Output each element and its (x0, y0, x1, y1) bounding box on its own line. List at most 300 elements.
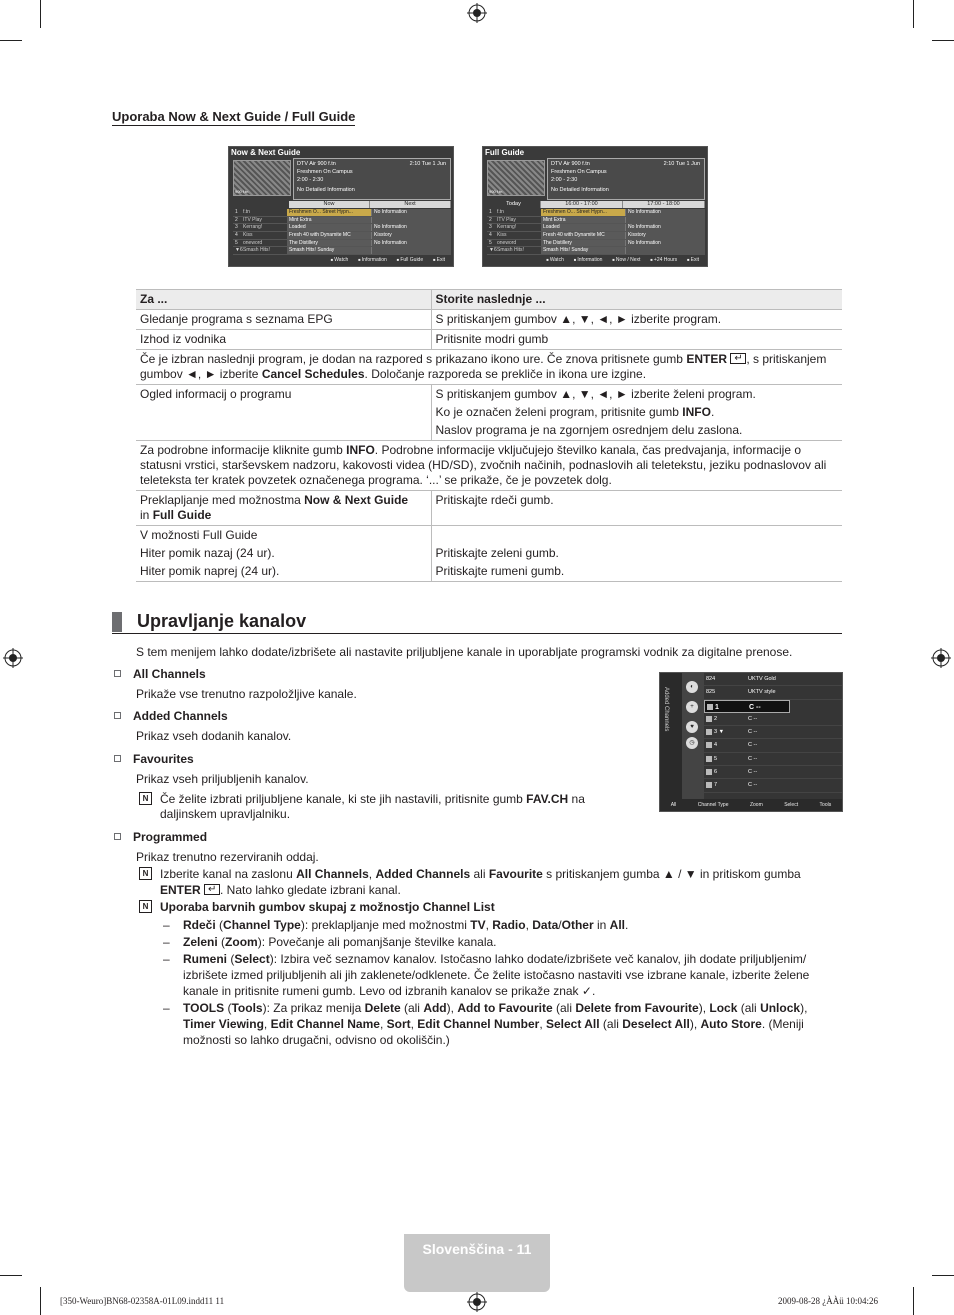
key: Lock (709, 1001, 738, 1015)
info-programme-time: 2:00 - 2:30 (297, 177, 324, 183)
channel-list-screenshot (659, 672, 843, 812)
row-channel: oneword (243, 239, 263, 246)
text: , (485, 918, 493, 932)
row-channel: ITV Play (243, 216, 262, 223)
table-cell (136, 491, 431, 526)
row-now: Loaded (287, 224, 371, 231)
chapter-title: Upravljanje kanalov (137, 611, 307, 631)
key: Edit Channel Number (417, 1017, 540, 1031)
guide-row[interactable] (487, 217, 705, 225)
channel-number: 3 ▼ (714, 729, 725, 736)
text: (ali (552, 1001, 576, 1015)
channel-row[interactable] (704, 686, 842, 699)
guide-row[interactable] (487, 224, 705, 232)
item-title: Programmed (133, 830, 208, 844)
text: Pritiskajte rumeni gumb. (435, 564, 565, 578)
table-header-right: Storite naslednje ... (431, 290, 842, 310)
text (436, 405, 839, 420)
text: , (539, 1017, 546, 1031)
info-key-label: INFO (682, 405, 711, 419)
channel-name: UKTV Gold (748, 676, 776, 682)
checkbox-icon (706, 729, 712, 735)
favourites-item (114, 752, 194, 767)
item-desc: Prikaz trenutno rezerviranih oddaj. (136, 850, 319, 864)
favourite-label: Favourite (488, 867, 543, 881)
channel-name: C -- (748, 782, 758, 789)
guide-title: Full Guide (485, 148, 525, 157)
note-icon: N (139, 867, 152, 880)
crop-mark (40, 1287, 41, 1315)
intro-text: S tem menijem lahko dodate/izbrišete ali nastavite priljubljene kanale in uporabljate programski vodnik za digitalne prenose. (136, 645, 793, 659)
channel-number: 5 (714, 755, 718, 762)
row-next (371, 247, 451, 254)
info-channel: DTV Air 900 f.tn (551, 161, 590, 167)
bullet-square-icon (114, 670, 121, 677)
channel-name: C -- (748, 755, 758, 762)
footer-channel-type[interactable]: Channel Type (697, 802, 729, 808)
text: . Podrobne informacije vključujejo številko kanala, čas predvajanja, informacije o statusni vrstici, starševskem nadzoru, kakovosti videa (HD/SD), zvočnih načinih, podnaslovih ali teletekstu, jeziku podnaslovov ali teleteksta ter kratek povzetek označenega programa. ‘...’ se prikaže, če je povzetek dolg. (140, 443, 827, 487)
crop-mark (40, 0, 41, 28)
channel-row[interactable] (704, 779, 842, 792)
guide-title: Now & Next Guide (231, 148, 301, 157)
guide-row[interactable] (487, 240, 705, 248)
channel-row[interactable] (704, 753, 842, 766)
text: Za podrobne informacije kliknite gumb (140, 443, 347, 457)
key: All (609, 918, 625, 932)
key: Other (561, 918, 594, 932)
checkbox-icon (706, 716, 712, 722)
key: Tools (231, 1001, 263, 1015)
text: in (140, 508, 153, 522)
footer-24-hours[interactable]: ■ +24 Hours (650, 255, 677, 264)
thumb-label: 900 f.tn (235, 189, 249, 194)
registration-mark-icon (467, 3, 487, 23)
epg-instructions-table (136, 289, 842, 582)
channel-row[interactable] (704, 673, 842, 686)
registration-mark-icon (3, 648, 23, 668)
key: Unlock (760, 1001, 801, 1015)
table-cell: S pritiskanjem gumbov ▲, ▼, ◄, ► izberite program. (431, 310, 842, 330)
table-row (136, 385, 842, 441)
full-guide-label: Full Guide (152, 508, 212, 522)
info-detail: No Detailed Information (297, 187, 355, 193)
fav-ch-label: FAV.CH (526, 792, 569, 806)
yellow-button-text (183, 951, 806, 967)
info-key-label: INFO (346, 443, 375, 457)
guide-rows (233, 209, 451, 255)
green-button-text (183, 934, 497, 950)
row-next: No Information (371, 224, 451, 231)
info-channel: DTV Air 900 f.tn (297, 161, 336, 167)
item-desc: Prikaz vseh priljubljenih kanalov. (136, 772, 309, 786)
key: Zeleni (183, 935, 218, 949)
table-cell: Pritisnite modri gumb (431, 330, 842, 350)
footer-full-guide[interactable]: ■ Full Guide (397, 255, 423, 264)
footer-tools[interactable]: Tools (819, 802, 832, 808)
row-channel: Smash Hits! (497, 247, 524, 254)
full-guide-screenshot (482, 146, 708, 267)
all-channels-icon[interactable]: ◐ (686, 681, 698, 693)
row-number: 3 (235, 224, 238, 231)
row-channel: Kerrang! (243, 224, 263, 231)
row-number: ▼6 (489, 247, 497, 254)
row-slot-2: No Information (625, 209, 705, 216)
text: Če želite izbrati priljubljene kanale, ki ste jih nastavili, pritisnite gumb (160, 792, 527, 806)
text: ): Izbira več seznamov kanalov. Istočasno lahko dodate/izbrišete več kanalov, jih dodate priljubljenim/ (269, 952, 807, 966)
table-cell (431, 385, 842, 441)
row-channel: f.tn (497, 209, 504, 215)
registration-mark-icon (467, 1292, 487, 1312)
row-now: The Distillery (287, 240, 371, 247)
row-slot-2: No Information (625, 224, 705, 231)
channel-type-icons (682, 673, 704, 799)
channel-name: C -- (748, 769, 758, 776)
table-row (136, 441, 842, 491)
row-channel: Kiss (497, 232, 507, 239)
info-programme-time: 2:00 - 2:30 (551, 177, 578, 183)
key: TV (470, 918, 486, 932)
text: ), (698, 1001, 710, 1015)
row-slot-1: The Distillery (541, 240, 625, 247)
guide-row[interactable] (233, 232, 451, 240)
enter-key-label: ENTER (686, 352, 727, 366)
guide-row[interactable] (233, 247, 451, 255)
table-cell: Pritiskajte rdeči gumb. (431, 491, 842, 526)
row-number: 2 (235, 216, 238, 223)
row-number: 1 (489, 209, 492, 215)
side-label: Added Channels (663, 687, 669, 732)
text: (ali (737, 1001, 761, 1015)
channel-number: 1 (715, 703, 719, 711)
text: , s pritiskanjem gumbov ◄, ► izberite (140, 352, 827, 381)
text: kanale in pritisnite rumeni gumb. Levo od izbranih kanalov se prikaže znak (183, 984, 579, 998)
channel-number: 4 (714, 742, 718, 749)
guide-column-header (289, 201, 451, 208)
guide-thumbnail (487, 160, 545, 196)
text: , (379, 1017, 387, 1031)
table-cell: Ogled informacij o programu (136, 385, 431, 441)
checkbox-icon (706, 742, 712, 748)
column-today: Today (487, 201, 541, 208)
spacer (436, 528, 839, 543)
dash-marker: – (163, 935, 170, 949)
text: ( (217, 935, 226, 949)
key: Timer Viewing (183, 1017, 264, 1031)
bullet-square-icon (114, 712, 121, 719)
guide-row[interactable] (233, 209, 451, 217)
info-programme: Freshmen On Campus (297, 169, 353, 175)
guide-footer (483, 255, 707, 264)
channel-list-footer (660, 799, 842, 811)
table-cell: Izhod iz vodnika (136, 330, 431, 350)
note-text: daljinskem upravljalniku. (160, 807, 291, 821)
guide-rows (487, 209, 705, 255)
footer-exit[interactable]: ■ Exit (687, 255, 699, 264)
info-time: 2:10 Tue 1 Jun (409, 161, 446, 167)
row-number: ▼6 (235, 247, 243, 254)
item-title: All Channels (133, 667, 206, 681)
key: Edit Channel Name (270, 1017, 380, 1031)
programmed-item (114, 830, 207, 845)
table-row (136, 350, 842, 385)
channel-rows (704, 673, 842, 793)
table-cell-wide (136, 441, 842, 491)
add-icon[interactable]: + (686, 701, 698, 713)
checkbox-icon (707, 704, 713, 710)
key: Rdeči (183, 918, 216, 932)
info-programme: Freshmen On Campus (551, 169, 607, 175)
row-number: 5 (489, 239, 492, 246)
info-time: 2:10 Tue 1 Jun (663, 161, 700, 167)
print-slug-right: 2009-08-28 ¿ÀÀü 10:04:26 (778, 1296, 878, 1306)
item-title: Favourites (133, 752, 194, 766)
footer-watch[interactable]: ■ Watch (546, 255, 564, 264)
tools-button-text: možnosti so lahko drugačni, odvisno od okoliščin.) (183, 1033, 450, 1047)
bullet-square-icon (114, 755, 121, 762)
row-now: Mint Extra (287, 217, 371, 224)
yellow-button-text (183, 983, 595, 999)
guide-row[interactable] (487, 209, 705, 217)
text: . Nato lahko gledate izbrani kanal. (220, 883, 401, 897)
note-text (160, 792, 585, 807)
row-number: 4 (489, 232, 492, 239)
row-now: Smash Hits! Sunday (287, 247, 371, 254)
footer-zoom[interactable]: Zoom (749, 802, 763, 808)
table-cell: Gledanje programa s seznama EPG (136, 310, 431, 330)
channel-row[interactable] (704, 713, 842, 726)
text: , (410, 1017, 418, 1031)
crop-mark (932, 40, 954, 41)
red-button-text (183, 917, 628, 933)
row-slot-1: Loaded (541, 224, 625, 231)
info-detail: No Detailed Information (551, 187, 609, 193)
text: ), (446, 1001, 458, 1015)
footer-now-next[interactable]: ■ Now / Next (612, 255, 640, 264)
channel-name: C -- (748, 729, 758, 736)
text: Ko je označen želeni program, pritisnite gumb (435, 405, 683, 419)
crop-mark (913, 1287, 914, 1315)
checkbox-icon (706, 782, 712, 788)
dash-marker: – (163, 1001, 170, 1015)
row-channel: Kerrang! (497, 224, 517, 231)
text: (ali (599, 1017, 623, 1031)
key: Zoom (225, 935, 258, 949)
text: in (593, 918, 610, 932)
guide-row[interactable] (233, 240, 451, 248)
key: Select (234, 952, 270, 966)
row-number: 4 (235, 232, 238, 239)
channel-number: 6 (714, 769, 718, 776)
item-title: Added Channels (133, 709, 228, 723)
guide-thumbnail (233, 160, 291, 196)
enter-key-label: ENTER (160, 883, 201, 897)
channel-number: 2 (714, 715, 718, 722)
tools-button-text (183, 1000, 807, 1016)
row-slot-2 (625, 217, 705, 224)
crop-mark (0, 1275, 22, 1276)
key: Channel Type (223, 918, 301, 932)
row-slot-2: Kisstory (625, 232, 705, 239)
note-icon: N (139, 792, 152, 805)
table-row (136, 526, 842, 582)
text: Pritiskajte zeleni gumb. (435, 546, 559, 560)
guide-row[interactable] (487, 247, 705, 255)
guide-row[interactable] (233, 217, 451, 225)
chapter-heading (112, 610, 842, 634)
text: ali (470, 867, 489, 881)
page-number: Slovenščina - 11 (422, 1241, 532, 1257)
channel-list-side (660, 673, 682, 799)
text: Naslov programa je na zgornjem osrednjem delu zaslona. (435, 423, 743, 437)
cancel-schedules-label: Cancel Schedules (261, 367, 365, 381)
print-slug-left: [350-Weuro]BN68-02358A-01L09.indd11 11 (60, 1296, 225, 1306)
text: . (Meniji (761, 1017, 804, 1031)
channel-row[interactable] (704, 766, 842, 779)
note-icon: N (139, 900, 152, 913)
note-text (160, 867, 801, 882)
table-header-left: Za ... (136, 290, 431, 310)
text: ): preklapljanje med možnostmi (300, 918, 471, 932)
added-channels-label: Added Channels (375, 867, 471, 881)
text: ( (224, 1001, 232, 1015)
row-slot-1: Freshmen O... Street Hypn... (541, 209, 625, 216)
item-desc: Prikaz vseh dodanih kanalov. (136, 729, 292, 743)
table-row (136, 310, 842, 330)
text: ): Povečanje ali pomanjšanje številke kanala. (257, 935, 497, 949)
enter-icon (204, 884, 220, 895)
text: ( (227, 952, 235, 966)
row-slot-2 (625, 247, 705, 254)
section-heading: Uporaba Now & Next Guide / Full Guide (112, 109, 356, 124)
crop-mark (913, 0, 914, 28)
table-header-row (136, 290, 842, 310)
bullet-square-icon (114, 833, 121, 840)
text: , (525, 918, 533, 932)
channel-row[interactable] (704, 739, 842, 752)
text: . (591, 984, 596, 998)
footer-watch[interactable]: ■ Watch (331, 255, 349, 264)
column-slot-2: 17:00 - 18:00 (623, 201, 705, 208)
item-desc: Prikaže vse trenutno razpoložljive kanale. (136, 687, 357, 701)
channel-number: 824 (706, 676, 716, 682)
text: na (568, 792, 585, 806)
channel-name: C -- (749, 703, 761, 711)
all-channels-label: All Channels (296, 867, 369, 881)
guide-info-panel (293, 158, 451, 200)
row-next: No Information (371, 209, 451, 216)
table-cell (136, 526, 431, 582)
channel-row-selected[interactable] (704, 700, 790, 713)
key: Delete from Favourite (575, 1001, 699, 1015)
text: , (263, 1017, 271, 1031)
note-text: Uporaba barvnih gumbov skupaj z možnostjo Channel List (160, 900, 495, 914)
crop-mark (0, 40, 22, 41)
text: ), (689, 1017, 701, 1031)
row-next: Kisstory (371, 232, 451, 239)
row-slot-2: No Information (625, 240, 705, 247)
page-number-tab (404, 1234, 550, 1292)
column-next: Next (370, 201, 451, 208)
key: Add to Favourite (457, 1001, 553, 1015)
row-next: No Information (371, 240, 451, 247)
row-channel: Kiss (243, 232, 253, 239)
row-channel: ITV Play (497, 216, 516, 223)
tools-button-text (183, 1016, 804, 1032)
heading-bar (112, 612, 122, 632)
row-now: Freshmen O... Street Hypn... (287, 209, 371, 216)
text: ): Za prikaz menija (262, 1001, 365, 1015)
text: , (368, 867, 376, 881)
table-cell (431, 526, 842, 582)
footer-select[interactable]: Select (784, 802, 799, 808)
key: Delete (364, 1001, 401, 1015)
channel-number: 825 (706, 689, 716, 696)
row-slot-1: Fresh 40 with Dynamite MC (541, 232, 625, 239)
text: s pritiskanjem gumba ▲ / ▼ in pritiskom gumba (542, 867, 801, 881)
channel-number: 7 (714, 782, 718, 789)
text: Če je izbran naslednji program, je dodan na razpored s prikazano ikono ure. Če znova pritisnete gumb (140, 352, 687, 366)
table-cell-wide (136, 350, 842, 385)
table-row (136, 330, 842, 350)
row-number: 1 (235, 209, 238, 215)
footer-exit[interactable]: ■ Exit (433, 255, 445, 264)
row-next (371, 217, 451, 224)
dash-marker: – (163, 918, 170, 932)
enter-icon (730, 353, 746, 364)
channel-name: UKTV style (748, 689, 776, 696)
channel-name: C -- (748, 742, 758, 749)
heart-icon[interactable]: ♥ (686, 721, 698, 733)
text: Preklapljanje med možnostma (140, 493, 305, 507)
key: Add (423, 1001, 447, 1015)
checkbox-icon (706, 769, 712, 775)
thumb-label: 900 f.tn (489, 189, 503, 194)
text: . (625, 918, 629, 932)
key: Radio (492, 918, 526, 932)
footer-information[interactable]: ■ Information (574, 255, 603, 264)
key: Rumeni (183, 952, 228, 966)
footer-all[interactable]: All (670, 802, 677, 808)
key: Auto Store (700, 1017, 762, 1031)
clock-icon[interactable]: ◷ (686, 737, 698, 749)
now-next-guide-screenshot (228, 146, 454, 267)
guide-row[interactable] (487, 232, 705, 240)
guide-row[interactable] (233, 224, 451, 232)
row-slot-1: Smash Hits! Sunday (541, 247, 625, 254)
text: S pritiskanjem gumbov ▲, ▼, ◄, ► izberite želeni program. (435, 387, 756, 401)
guide-column-header (487, 201, 705, 208)
guide-info-panel (547, 158, 705, 200)
now-next-label: Now & Next Guide (304, 493, 409, 507)
key: TOOLS (183, 1001, 225, 1015)
text: Hiter pomik nazaj (24 ur). (140, 546, 275, 560)
note-text (160, 883, 401, 898)
footer-information[interactable]: ■ Information (358, 255, 387, 264)
channel-row[interactable] (704, 726, 842, 739)
row-channel: Smash Hits! (243, 247, 270, 254)
text: . (710, 405, 715, 419)
text: Izberite kanal na zaslonu (160, 867, 297, 881)
guide-footer (229, 255, 453, 264)
text: V možnosti Full Guide (140, 528, 258, 542)
text: / (558, 918, 562, 932)
row-slot-1: Mint Extra (541, 217, 625, 224)
registration-mark-icon (931, 648, 951, 668)
text: ( (215, 918, 224, 932)
key: Sort (386, 1017, 411, 1031)
column-slot-1: 16:00 - 17:00 (541, 201, 623, 208)
key: Deselect All (622, 1017, 690, 1031)
